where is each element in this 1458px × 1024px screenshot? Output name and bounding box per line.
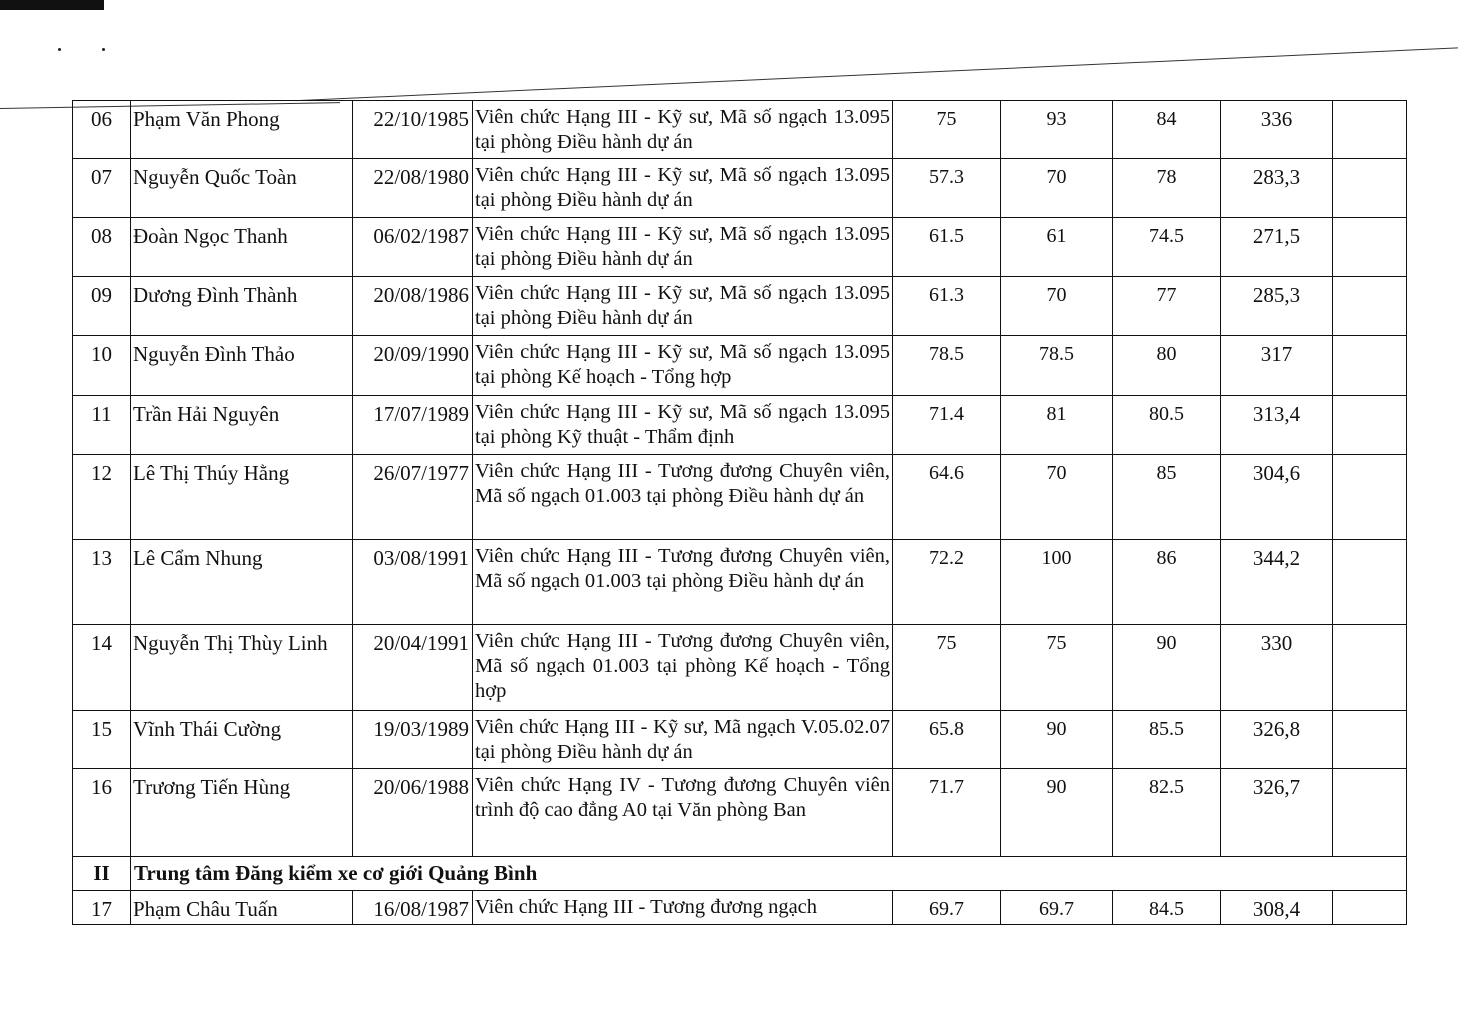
score-2: 100 (1001, 540, 1113, 625)
score-1: 71.4 (893, 396, 1001, 455)
score-2: 90 (1001, 711, 1113, 769)
position-applied: Viên chức Hạng III - Tương đương Chuyên viên, Mã số ngạch 01.003 tại phòng Điều hành dự án (473, 540, 893, 625)
table-row (73, 396, 1407, 455)
total-score: 313,4 (1221, 396, 1333, 455)
score-2: 70 (1001, 455, 1113, 540)
score-2: 75 (1001, 625, 1113, 711)
full-name: Phạm Châu Tuấn (131, 891, 353, 925)
date-of-birth: 20/08/1986 (353, 277, 473, 336)
full-name: Trương Tiến Hùng (131, 769, 353, 857)
score-3: 86 (1113, 540, 1221, 625)
position-applied: Viên chức Hạng III - Kỹ sư, Mã số ngạch 13.095 tại phòng Điều hành dự án (473, 218, 893, 277)
date-of-birth: 16/08/1987 (353, 891, 473, 925)
table-row (73, 277, 1407, 336)
table-row (73, 540, 1407, 625)
table-row (73, 891, 1407, 925)
score-2: 70 (1001, 277, 1113, 336)
section-number: II (73, 857, 131, 891)
score-1: 61.3 (893, 277, 1001, 336)
position-applied: Viên chức Hạng III - Kỹ sư, Mã số ngạch 13.095 tại phòng Điều hành dự án (473, 159, 893, 218)
table-row (73, 455, 1407, 540)
table-row (73, 159, 1407, 218)
skewed-rule (300, 47, 1458, 101)
row-number: 10 (73, 336, 131, 396)
row-number: 16 (73, 769, 131, 857)
full-name: Lê Thị Thúy Hằng (131, 455, 353, 540)
position-applied: Viên chức Hạng III - Kỹ sư, Mã số ngạch 13.095 tại phòng Điều hành dự án (473, 101, 893, 159)
notes-cell (1333, 159, 1407, 218)
notes-cell (1333, 101, 1407, 159)
date-of-birth: 20/04/1991 (353, 625, 473, 711)
score-3: 85 (1113, 455, 1221, 540)
score-1: 71.7 (893, 769, 1001, 857)
position-applied: Viên chức Hạng III - Kỹ sư, Mã số ngạch 13.095 tại phòng Kỹ thuật - Thẩm định (473, 396, 893, 455)
full-name: Nguyễn Thị Thùy Linh (131, 625, 353, 711)
total-score: 326,7 (1221, 769, 1333, 857)
date-of-birth: 22/10/1985 (353, 101, 473, 159)
score-3: 84 (1113, 101, 1221, 159)
score-3: 78 (1113, 159, 1221, 218)
row-number: 17 (73, 891, 131, 925)
date-of-birth: 19/03/1989 (353, 711, 473, 769)
date-of-birth: 26/07/1977 (353, 455, 473, 540)
score-3: 80.5 (1113, 396, 1221, 455)
score-1: 61.5 (893, 218, 1001, 277)
total-score: 271,5 (1221, 218, 1333, 277)
score-1: 64.6 (893, 455, 1001, 540)
date-of-birth: 06/02/1987 (353, 218, 473, 277)
score-2: 70 (1001, 159, 1113, 218)
date-of-birth: 17/07/1989 (353, 396, 473, 455)
notes-cell (1333, 540, 1407, 625)
position-applied: Viên chức Hạng III - Tương đương Chuyên viên, Mã số ngạch 01.003 tại phòng Điều hành dự án (473, 455, 893, 540)
row-number: 11 (73, 396, 131, 455)
score-1: 72.2 (893, 540, 1001, 625)
score-2: 61 (1001, 218, 1113, 277)
total-score: 283,3 (1221, 159, 1333, 218)
full-name: Nguyễn Đình Thảo (131, 336, 353, 396)
position-applied: Viên chức Hạng III - Tương đương Chuyên viên, Mã số ngạch 01.003 tại phòng Kế hoạch - Tổng hợp (473, 625, 893, 711)
notes-cell (1333, 891, 1407, 925)
notes-cell (1333, 277, 1407, 336)
scan-speck (102, 48, 105, 51)
position-applied: Viên chức Hạng III - Kỹ sư, Mã số ngạch 13.095 tại phòng Điều hành dự án (473, 277, 893, 336)
section-title: Trung tâm Đăng kiểm xe cơ giới Quảng Bình (131, 857, 1407, 891)
date-of-birth: 22/08/1980 (353, 159, 473, 218)
notes-cell (1333, 218, 1407, 277)
row-number: 07 (73, 159, 131, 218)
row-number: 14 (73, 625, 131, 711)
full-name: Phạm Văn Phong (131, 101, 353, 159)
score-2: 69.7 (1001, 891, 1113, 925)
total-score: 304,6 (1221, 455, 1333, 540)
score-1: 75 (893, 101, 1001, 159)
score-1: 75 (893, 625, 1001, 711)
full-name: Dương Đình Thành (131, 277, 353, 336)
row-number: 06 (73, 101, 131, 159)
position-applied: Viên chức Hạng III - Kỹ sư, Mã ngạch V.05.02.07 tại phòng Điều hành dự án (473, 711, 893, 769)
notes-cell (1333, 711, 1407, 769)
notes-cell (1333, 769, 1407, 857)
notes-cell (1333, 625, 1407, 711)
score-3: 74.5 (1113, 218, 1221, 277)
table-row (73, 101, 1407, 159)
score-2: 81 (1001, 396, 1113, 455)
table-row (73, 625, 1407, 711)
score-3: 80 (1113, 336, 1221, 396)
section-header-row (73, 857, 1407, 891)
full-name: Vĩnh Thái Cường (131, 711, 353, 769)
score-3: 85.5 (1113, 711, 1221, 769)
total-score: 336 (1221, 101, 1333, 159)
scan-speck (58, 48, 61, 51)
score-1: 78.5 (893, 336, 1001, 396)
full-name: Đoàn Ngọc Thanh (131, 218, 353, 277)
full-name: Nguyễn Quốc Toàn (131, 159, 353, 218)
full-name: Lê Cẩm Nhung (131, 540, 353, 625)
row-number: 09 (73, 277, 131, 336)
score-2: 93 (1001, 101, 1113, 159)
score-3: 84.5 (1113, 891, 1221, 925)
candidate-score-table (72, 100, 1407, 925)
row-number: 15 (73, 711, 131, 769)
table-row (73, 218, 1407, 277)
score-3: 77 (1113, 277, 1221, 336)
scan-edge-mark (0, 0, 104, 10)
score-1: 65.8 (893, 711, 1001, 769)
total-score: 285,3 (1221, 277, 1333, 336)
date-of-birth: 20/06/1988 (353, 769, 473, 857)
table-row (73, 336, 1407, 396)
row-number: 13 (73, 540, 131, 625)
score-2: 78.5 (1001, 336, 1113, 396)
score-2: 90 (1001, 769, 1113, 857)
total-score: 317 (1221, 336, 1333, 396)
score-3: 90 (1113, 625, 1221, 711)
score-1: 69.7 (893, 891, 1001, 925)
position-applied: Viên chức Hạng III - Tương đương ngạch (473, 891, 893, 925)
notes-cell (1333, 455, 1407, 540)
row-number: 12 (73, 455, 131, 540)
row-number: 08 (73, 218, 131, 277)
total-score: 330 (1221, 625, 1333, 711)
total-score: 326,8 (1221, 711, 1333, 769)
score-3: 82.5 (1113, 769, 1221, 857)
full-name: Trần Hải Nguyên (131, 396, 353, 455)
table-row (73, 711, 1407, 769)
date-of-birth: 03/08/1991 (353, 540, 473, 625)
table-row (73, 769, 1407, 857)
total-score: 308,4 (1221, 891, 1333, 925)
notes-cell (1333, 336, 1407, 396)
date-of-birth: 20/09/1990 (353, 336, 473, 396)
total-score: 344,2 (1221, 540, 1333, 625)
position-applied: Viên chức Hạng III - Kỹ sư, Mã số ngạch 13.095 tại phòng Kế hoạch - Tổng hợp (473, 336, 893, 396)
score-1: 57.3 (893, 159, 1001, 218)
position-applied: Viên chức Hạng IV - Tương đương Chuyên viên trình độ cao đẳng A0 tại Văn phòng Ban (473, 769, 893, 857)
notes-cell (1333, 396, 1407, 455)
